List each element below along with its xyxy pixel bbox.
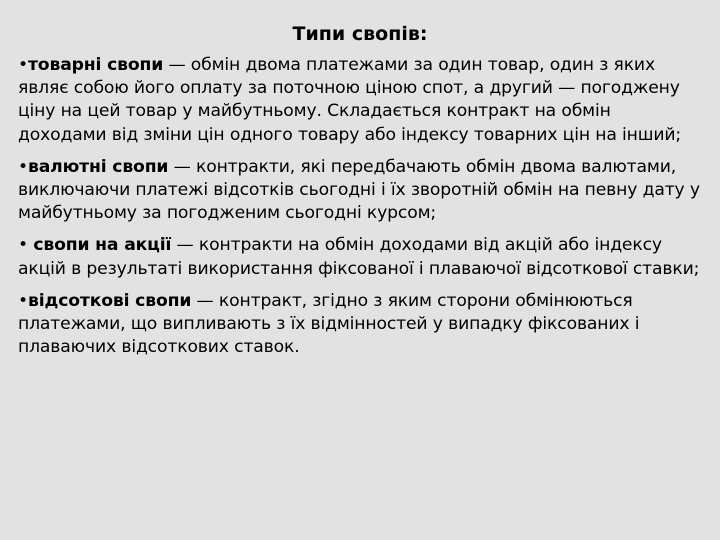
list-item-equity-swaps — [18, 234, 702, 280]
term-label: товарні свопи — [28, 55, 164, 75]
bullet-marker: • — [18, 55, 28, 75]
term-definition: — обмін двома платежами за один товар, один з яких являє собою його оплату за поточною ціною спот, а другий — погоджену ціну на цей товар у майбутньому. Складається контракт на обмін доходами від зміни цін одного товару або індексу товарних цін на інший; — [18, 55, 681, 145]
slide-title: Типи свопів: — [292, 23, 428, 45]
bullet-marker: • — [18, 156, 28, 177]
term-definition: — контракти, які передбачають обмін двома валютами, виключаючи платежі відсотків сьогодні і їх зворотній обмін на певну дату у майбутньому за погодженим сьогодні курсом; — [18, 156, 700, 224]
term-label: валютні свопи — [28, 156, 169, 177]
bullet-marker: • — [18, 235, 34, 256]
slide-content — [18, 54, 702, 368]
list-item-currency-swaps — [18, 156, 702, 226]
term-definition: — контракти на обмін доходами від акцій або індексу акцій в результаті використання фіксованої і плаваючої відсоткової ставки; — [18, 235, 700, 279]
term-definition: — контракт, згідно з яким сторони обмінюються платежами, що випливають з їх відмінностей у випадку фіксованих і плаваючих відсоткових ставок. — [18, 290, 640, 358]
term-label: свопи на акції — [33, 235, 172, 256]
list-item-interest-rate-swaps — [18, 290, 702, 360]
list-item-commodity-swaps — [18, 54, 702, 147]
bullet-marker: • — [18, 290, 28, 311]
term-label: відсоткові свопи — [28, 290, 192, 311]
